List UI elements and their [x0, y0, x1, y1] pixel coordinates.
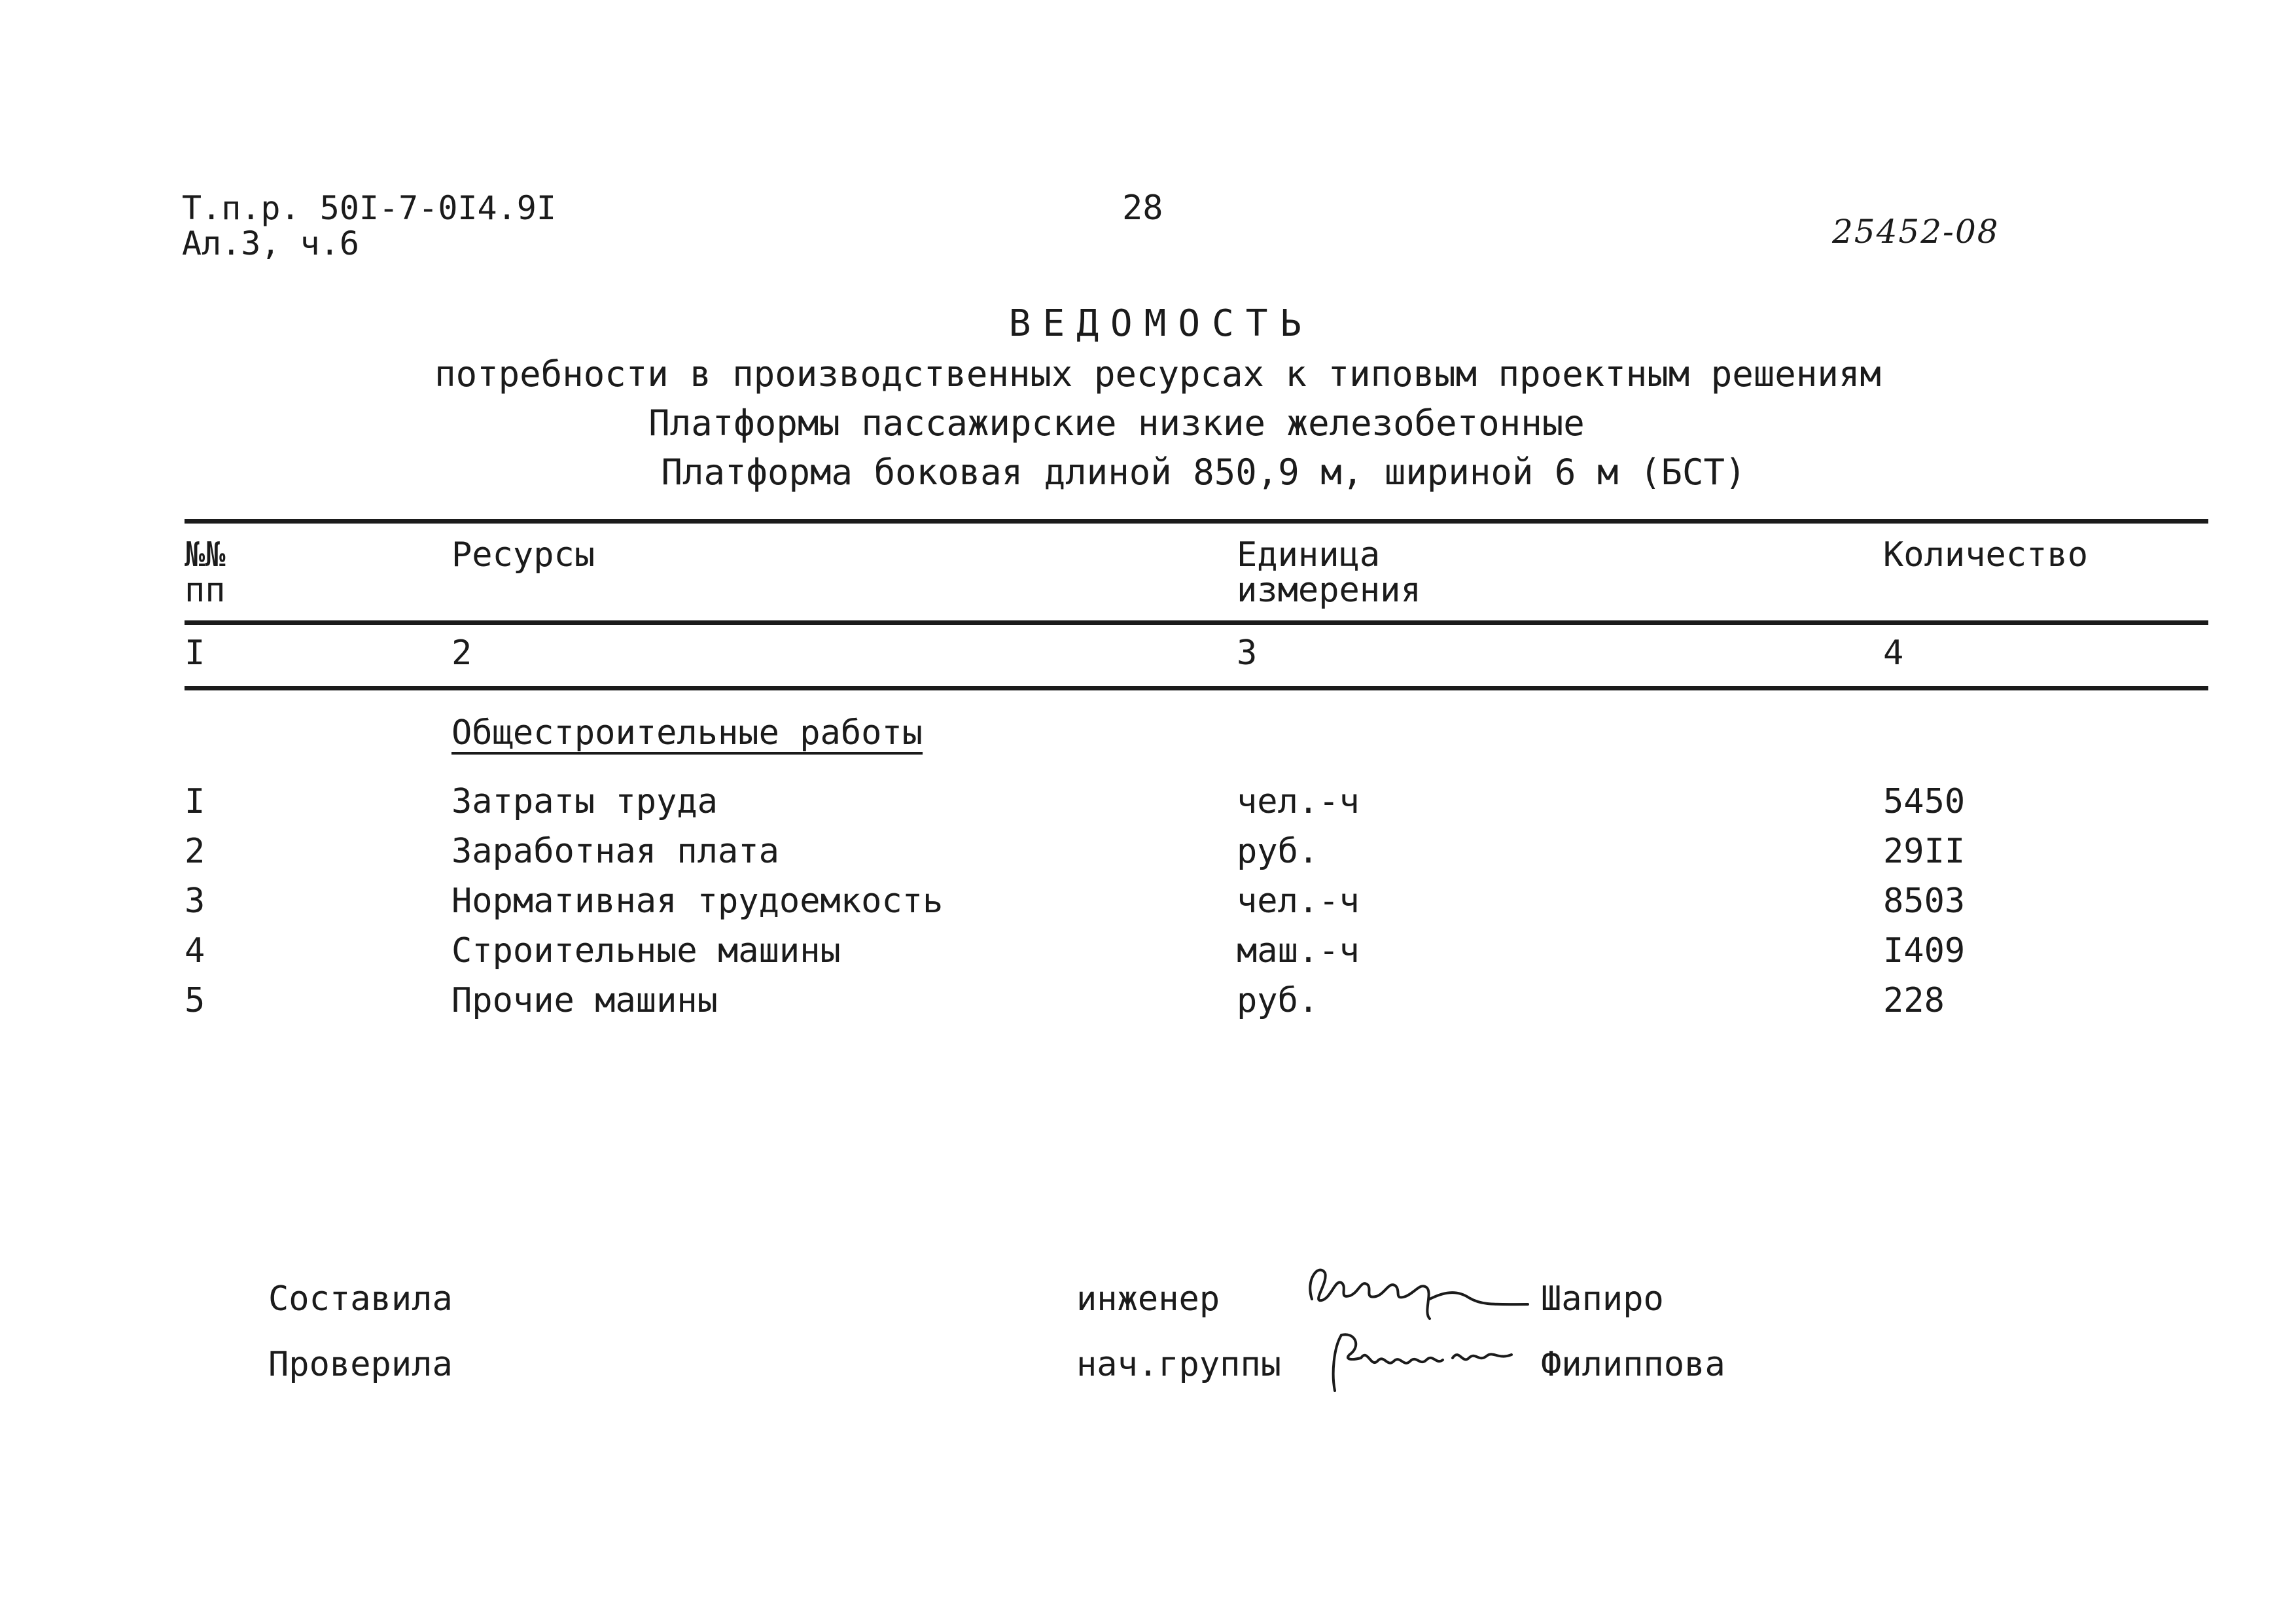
checker-position: нач.группы: [1076, 1345, 1282, 1384]
header-resource: Ресурсы: [451, 535, 595, 575]
column-number-3: 3: [1237, 633, 1258, 673]
table-row: [0, 981, 2296, 1031]
row-unit: руб.: [1237, 832, 1319, 871]
header-num-line2: пп: [185, 571, 226, 610]
table-top-rule: [185, 519, 2208, 524]
row-quantity: I409: [1883, 931, 1966, 971]
page-title: ВЕДОМОСТЬ: [1008, 302, 1314, 345]
row-unit: чел.-ч: [1237, 882, 1360, 921]
compiler-signature-image: [1299, 1253, 1541, 1325]
column-numbers-bottom-rule: [185, 686, 2208, 690]
table-row: [0, 931, 2296, 981]
subtitle-line-3: Платформа боковая длиной 850,9 м, шириной 6 м (БСТ): [661, 452, 1746, 493]
section-title: Общестроительные работы: [451, 713, 923, 753]
archive-number: 25452-08: [1832, 213, 2000, 251]
column-number-2: 2: [451, 633, 472, 673]
row-number: 2: [185, 832, 205, 871]
row-quantity: 29II: [1883, 832, 1966, 871]
compiler-position: инженер: [1076, 1279, 1220, 1319]
row-number: 4: [185, 931, 205, 971]
subtitle-line-1: потребности в производственных ресурсах к типовым проектным решениям: [434, 353, 1881, 395]
row-quantity: 228: [1883, 981, 1945, 1020]
document-sheet: Ал.3, ч.6: [182, 224, 359, 262]
row-number: 5: [185, 981, 205, 1020]
header-bottom-rule: [185, 620, 2208, 625]
header-quantity: Количество: [1883, 535, 2089, 575]
row-resource: Нормативная трудоемкость: [451, 882, 944, 921]
row-number: 3: [185, 882, 205, 921]
row-resource: Заработная плата: [451, 832, 779, 871]
checked-by-label: Проверила: [268, 1345, 453, 1384]
row-number: I: [185, 782, 205, 821]
row-resource: Строительные машины: [451, 931, 841, 971]
row-resource: Затраты труда: [451, 782, 718, 821]
table-row: [0, 782, 2296, 832]
compiled-by-label: Составила: [268, 1279, 453, 1319]
row-quantity: 5450: [1883, 782, 1966, 821]
page-number: 28: [1122, 188, 1163, 228]
header-unit-line1: Единица: [1237, 535, 1381, 575]
header-unit-line2: измерения: [1237, 571, 1421, 610]
column-number-4: 4: [1883, 633, 1904, 673]
header-num-line1: №№: [185, 535, 226, 575]
row-unit: руб.: [1237, 981, 1319, 1020]
table-row: [0, 882, 2296, 931]
checker-name: Филиппова: [1541, 1345, 1725, 1384]
row-resource: Прочие машины: [451, 981, 718, 1020]
checker-signature-image: [1315, 1322, 1531, 1400]
compiler-name: Шапиро: [1541, 1279, 1664, 1319]
row-unit: чел.-ч: [1237, 782, 1360, 821]
row-unit: маш.-ч: [1237, 931, 1360, 971]
document-code: Т.п.р. 50I-7-0I4.9I: [182, 189, 556, 227]
row-quantity: 8503: [1883, 882, 1966, 921]
subtitle-line-2: Платформы пассажирские низкие железобетонные: [648, 402, 1585, 444]
column-number-1: I: [185, 633, 205, 673]
table-row: [0, 832, 2296, 882]
